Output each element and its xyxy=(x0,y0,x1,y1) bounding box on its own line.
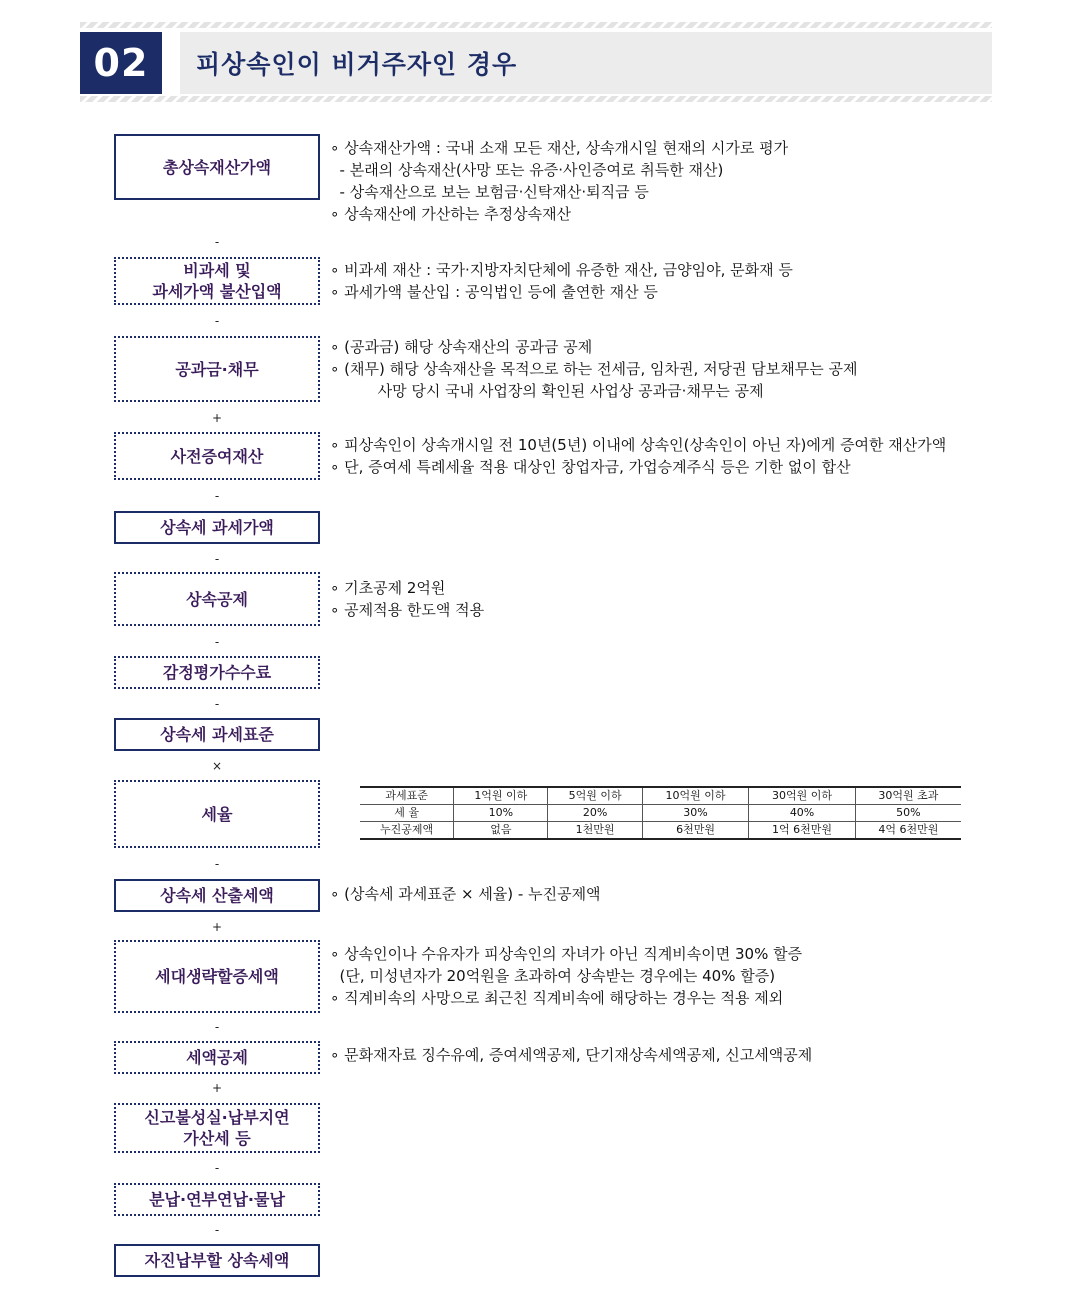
rate-table-cell: 6천만원 xyxy=(642,822,749,840)
flow-step-box xyxy=(114,1183,320,1216)
rate-table-cell: 1억 6천만원 xyxy=(749,822,856,840)
flow-operator: × xyxy=(211,759,223,773)
flow-step-label: 상속세 산출세액 xyxy=(160,886,274,905)
rate-table-cell: 30억원 초과 xyxy=(855,787,961,805)
flow-step-description: ∘ 상속재산에 가산하는 추정상속재산 xyxy=(330,205,572,223)
flow-step-description: ∘ 과세가액 불산입 : 공익법인 등에 출연한 재산 등 xyxy=(330,283,658,301)
flow-operator: + xyxy=(211,1081,223,1095)
flow-step-description: - 본래의 상속재산(사망 또는 유증·사인증여로 취득한 재산) xyxy=(330,161,724,179)
flow-step-description: ∘ 피상속인이 상속개시일 전 10년(5년) 이내에 상속인(상속인이 아닌 자)에게 증여한 재산가액 xyxy=(330,436,947,454)
flow-step-label: 총상속재산가액 xyxy=(162,157,272,177)
flow-step-box xyxy=(114,940,320,1013)
rate-table-cell: 세 율 xyxy=(360,805,454,822)
flow-step-box xyxy=(114,432,320,480)
section-title-bar xyxy=(180,32,992,94)
flow-step-box xyxy=(114,1244,320,1277)
header-stripe-top xyxy=(80,22,992,28)
flow-operator: - xyxy=(214,1161,220,1175)
flow-step-description: ∘ 상속인이나 수유자가 피상속인의 자녀가 아닌 직계비속이면 30% 할증 xyxy=(330,945,803,963)
flow-step-label: 자진납부할 상속세액 xyxy=(144,1251,290,1270)
rate-table-cell: 없음 xyxy=(454,822,548,840)
rate-table-cell: 10% xyxy=(454,805,548,822)
section-title: 피상속인이 비거주자인 경우 xyxy=(196,50,518,79)
flow-operator: + xyxy=(211,920,223,934)
rate-table-cell: 40% xyxy=(749,805,856,822)
rate-table-cell: 과세표준 xyxy=(360,787,454,805)
flow-step-description: ∘ 직계비속의 사망으로 최근친 직계비속에 해당하는 경우는 적용 제외 xyxy=(330,989,784,1007)
flow-step-description: (단, 미성년자가 20억원을 초과하여 상속받는 경우에는 40% 할증) xyxy=(330,967,776,985)
flow-operator: - xyxy=(214,235,220,249)
flow-operator: - xyxy=(214,1020,220,1034)
flow-step-description: ∘ 문화재자료 징수유예, 증여세액공제, 단기재상속세액공제, 신고세액공제 xyxy=(330,1046,813,1064)
flow-operator: + xyxy=(211,411,223,425)
rate-table-cell: 누진공제액 xyxy=(360,822,454,840)
tax-rate-table xyxy=(360,786,961,840)
flow-operator: - xyxy=(214,489,220,503)
flow-step-description: ∘ (채무) 해당 상속재산을 목적으로 하는 전세금, 임차권, 저당권 담보채무는 공제 xyxy=(330,360,858,378)
rate-table-cell: 30% xyxy=(642,805,749,822)
flow-step-description: 사망 당시 국내 사업장의 확인된 사업상 공과금·채무는 공제 xyxy=(330,382,764,400)
flow-operator: - xyxy=(214,314,220,328)
flow-step-label: 상속공제 xyxy=(186,589,248,609)
flow-step-label: 상속세 과세표준 xyxy=(160,725,274,744)
flow-step-box xyxy=(114,780,320,848)
flow-step-label: 과세가액 불산입액 xyxy=(152,282,282,301)
rate-table-cell: 1천만원 xyxy=(548,822,642,840)
rate-table-cell: 10억원 이하 xyxy=(642,787,749,805)
flow-step-label: 세율 xyxy=(201,804,233,824)
flow-operator: - xyxy=(214,635,220,649)
rate-table-header-row xyxy=(360,787,961,805)
flow-step-box xyxy=(114,572,320,626)
flow-operator: - xyxy=(214,857,220,871)
flow-step-box xyxy=(114,257,320,305)
flow-step-description: ∘ (상속세 과세표준 × 세율) - 누진공제액 xyxy=(330,885,601,903)
flow-step-description: ∘ 공제적용 한도액 적용 xyxy=(330,601,485,619)
rate-table-cell: 1억원 이하 xyxy=(454,787,548,805)
flow-step-description: ∘ 단, 증여세 특례세율 적용 대상인 창업자금, 가업승계주식 등은 기한 없이 합산 xyxy=(330,458,851,476)
flow-step-label: 사전증여재산 xyxy=(170,446,264,466)
flow-step-box xyxy=(114,718,320,751)
section-number: 02 xyxy=(80,32,162,94)
flow-step-label: 신고불성실·납부지연 xyxy=(144,1108,290,1127)
flow-step-label: 세대생략할증세액 xyxy=(155,967,279,986)
rate-table-row xyxy=(360,822,961,840)
flow-step-box xyxy=(114,1041,320,1074)
rate-table-cell: 20% xyxy=(548,805,642,822)
rate-table-cell: 50% xyxy=(855,805,961,822)
flow-operator: - xyxy=(214,552,220,566)
flow-step-description: - 상속재산으로 보는 보험금·신탁재산·퇴직금 등 xyxy=(330,183,649,201)
flow-step-label: 공과금·채무 xyxy=(175,359,259,379)
header-stripe-bottom xyxy=(80,96,992,102)
flow-step-description: ∘ 비과세 재산 : 국가·지방자치단체에 유증한 재산, 금양임야, 문화재 등 xyxy=(330,261,793,279)
flow-step-label: 분납·연부연납·물납 xyxy=(149,1190,285,1209)
flow-operator: - xyxy=(214,697,220,711)
flow-step-label: 비과세 및 xyxy=(183,261,251,280)
flow-step-box xyxy=(114,656,320,689)
rate-table-row xyxy=(360,805,961,822)
flow-step-box xyxy=(114,879,320,912)
rate-table-cell: 30억원 이하 xyxy=(749,787,856,805)
flow-step-label: 세액공제 xyxy=(186,1048,248,1067)
flow-step-description: ∘ 상속재산가액 : 국내 소재 모든 재산, 상속개시일 현재의 시가로 평가 xyxy=(330,139,789,157)
flow-operator: - xyxy=(214,1223,220,1237)
flow-step-description: ∘ (공과금) 해당 상속재산의 공과금 공제 xyxy=(330,338,593,356)
flow-step-label: 가산세 등 xyxy=(183,1129,251,1148)
rate-table-cell: 4억 6천만원 xyxy=(855,822,961,840)
flow-step-label: 상속세 과세가액 xyxy=(160,518,274,537)
flow-step-box xyxy=(114,1103,320,1153)
flow-step-box xyxy=(114,336,320,402)
flow-step-description: ∘ 기초공제 2억원 xyxy=(330,579,446,597)
flow-step-box xyxy=(114,134,320,200)
flow-step-box xyxy=(114,511,320,544)
flow-step-label: 감정평가수수료 xyxy=(162,663,272,682)
rate-table-cell: 5억원 이하 xyxy=(548,787,642,805)
